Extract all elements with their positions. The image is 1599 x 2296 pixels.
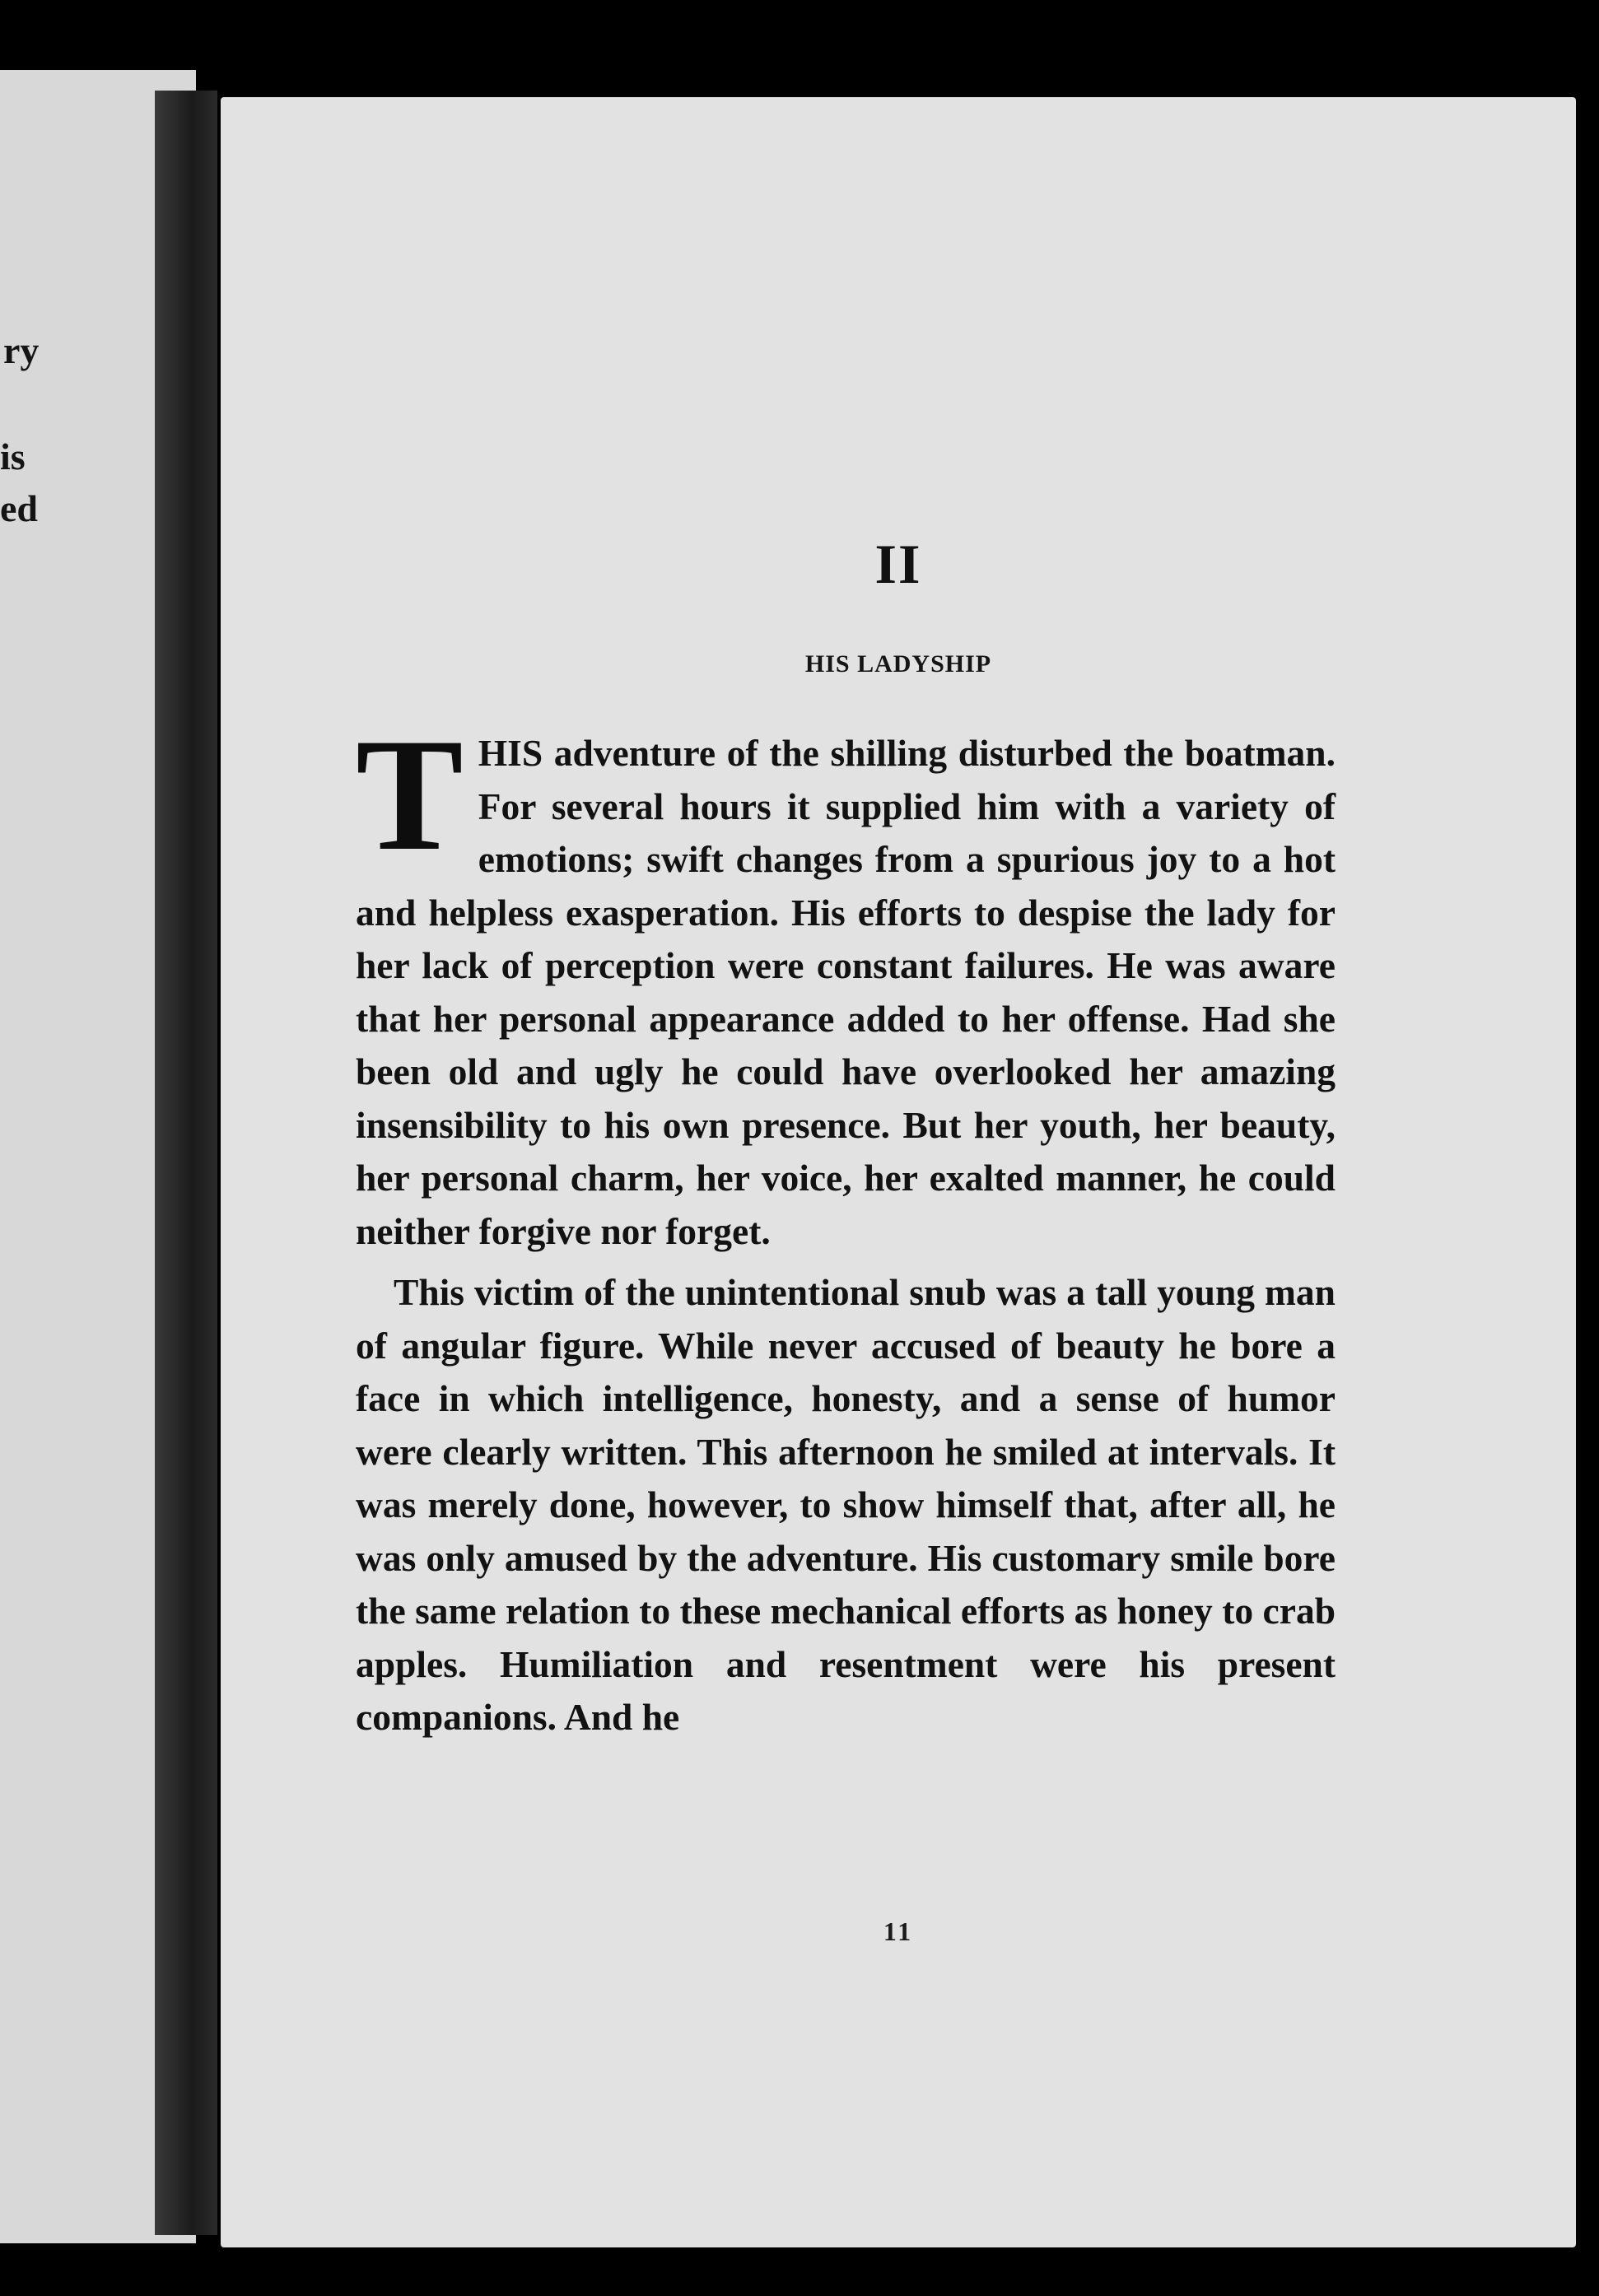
paragraph-2: This victim of the unintentional snub was a tall young man of angular figure. While never accused of beauty he bore a face in which intelligence, honesty, and a sense of humor were clearly written. This afternoon he smiled at intervals. It was merely done, however, to show himself that, after all, he was only amused by the adventure. His customary smile bore the same relation to these mechanical efforts as honey to crab apples. Humiliation and resentment were his present companions. And he [356,1271,1336,1738]
drop-cap: T [356,706,464,884]
facing-page-fragment: is [0,435,26,477]
facing-page-fragment: ry [3,329,40,371]
paragraph-1 [356,706,1336,1258]
chapter-title: HIS LADYSHIP [804,650,992,678]
chapter-number: II [874,533,922,595]
book-page [221,97,1576,2247]
paragraph-1-text: HIS adventure of the shilling disturbed the boatman. For several hours it supplied him with a variety of emotions; swift changes from a spurious joy to a hot and helpless exasperation. His efforts to despise the lady for her lack of perception were constant failures. He was aware that her personal appearance added to her offense. Had she been old and ugly he could have overlooked her amazing insensibility to his own presence. But her youth, her beauty, her personal charm, her voice, her exalted manner, he could neither forgive nor forget. [356,732,1336,1252]
chapter-body [356,706,1336,1744]
page-number: 11 [883,1916,914,1946]
book-spine-shadow [155,91,217,2235]
facing-page-fragment: ed [0,487,38,529]
